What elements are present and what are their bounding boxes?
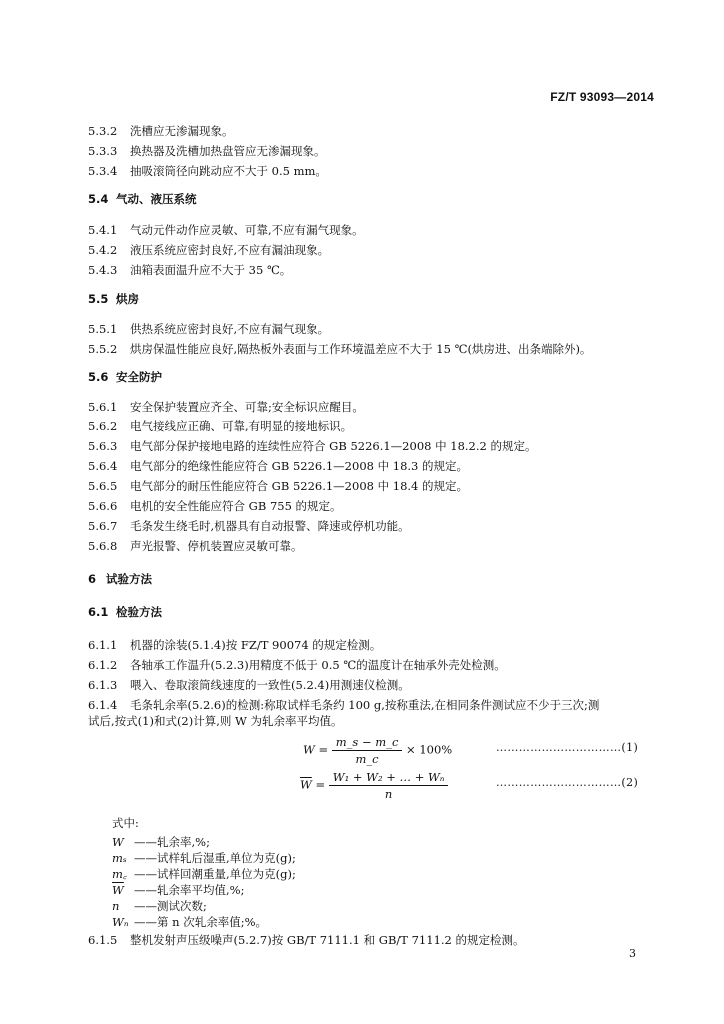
formula-2-lhs: $\overline{W}$ [300, 777, 312, 792]
item-number: 5.6 [88, 370, 109, 384]
item-5-4-2 [88, 242, 329, 258]
item-number: 5.6.3 [88, 439, 118, 453]
item-number: 5.4 [88, 192, 109, 206]
item-text: 电气部分的耐压性能应符合 GB 5226.1—2008 中 18.4 的规定。 [130, 479, 469, 493]
item-5-6-6 [88, 498, 342, 514]
formula-1-tail: × 100% [406, 742, 453, 757]
definition-6 [112, 914, 267, 930]
definition-symbol: $\overline{W}$ [112, 883, 124, 897]
item-number: 6 [88, 572, 97, 586]
item-number: 5.6.4 [88, 459, 118, 473]
item-number: 5.3.2 [88, 124, 118, 138]
item-text: 气动元件动作应灵敏、可靠,不应有漏气现象。 [130, 223, 364, 237]
item-text: 各轴承工作温升(5.2.3)用精度不低于 0.5 ℃的温度计在轴承外壳处检测。 [130, 658, 506, 672]
definition-3 [112, 866, 296, 882]
item-5-6-8 [88, 538, 303, 554]
item-5-5-1 [88, 321, 329, 337]
item-5-3-3 [88, 143, 326, 159]
formula-2-tag: ……………………………(2) [496, 776, 639, 789]
definition-1 [112, 834, 210, 850]
item-6-1-1 [88, 637, 381, 653]
item-number: 6.1.5 [88, 933, 118, 947]
item-number: 5.5 [88, 292, 109, 306]
item-number: 5.4.2 [88, 243, 118, 257]
definition-4 [112, 882, 244, 898]
item-5-3-2 [88, 123, 234, 139]
item-5-5 [88, 291, 139, 307]
page-number: 3 [629, 947, 636, 960]
formula-1-lhs: W [303, 742, 315, 757]
item-text: 毛条发生绕毛时,机器具有自动报警、降速或停机功能。 [130, 519, 410, 533]
item-text: 整机发射声压级噪声(5.2.7)按 GB/T 7111.1 和 GB/T 7111.2 的规定检测。 [130, 933, 525, 947]
item-6-1-2 [88, 657, 506, 673]
definition-2 [112, 850, 296, 866]
item-text: 换热器及洗槽加热盘管应无渗漏现象。 [130, 144, 326, 158]
item-number: 5.5.2 [88, 342, 118, 356]
item-text: 液压系统应密封良好,不应有漏油现象。 [130, 243, 330, 257]
item-text: 油箱表面温升应不大于 35 ℃。 [130, 263, 292, 277]
item-number: 5.4.3 [88, 263, 118, 277]
definition-5 [112, 898, 207, 914]
item-number: 5.3.4 [88, 164, 118, 178]
item-5-6-1 [88, 399, 364, 415]
item-number: 5.6.6 [88, 499, 118, 513]
formula-1-tag: ……………………………(1) [496, 741, 639, 754]
item-number: 5.3.3 [88, 144, 118, 158]
item-5-6-3 [88, 438, 537, 454]
item-number: 5.6.8 [88, 539, 118, 553]
item-text: 检验方法 [116, 605, 162, 619]
item-text: 声光报警、停机装置应灵敏可靠。 [130, 539, 303, 553]
item-text: 机器的涂装(5.1.4)按 FZ/T 90074 的规定检测。 [130, 638, 382, 652]
item-number: 6.1 [88, 605, 109, 619]
formula-1-denominator: m_c [355, 752, 379, 766]
item-number: 6.1.1 [88, 638, 118, 652]
item-text: 安全防护 [116, 370, 162, 384]
definition-symbol: m꜀ [112, 867, 127, 881]
item-number: 5.6.1 [88, 400, 118, 414]
item-text: 气动、液压系统 [116, 192, 197, 206]
standard-number: FZ/T 93093—2014 [550, 90, 654, 104]
definition-text: ——轧余率,%; [134, 835, 210, 849]
item-number: 5.6.5 [88, 479, 118, 493]
item-5-4 [88, 191, 197, 207]
item-6 [88, 571, 152, 587]
item-text: 安全保护装置应齐全、可靠;安全标识应醒目。 [130, 400, 364, 414]
formula-2: $\overline{W}$ = $\frac{\text{W₁ + W₂ + … + Wₙ}}{n}$ [300, 770, 448, 801]
item-5-6-7 [88, 518, 410, 534]
formula-1-numerator: m_s − m_c [332, 735, 403, 751]
item-text: 喂入、卷取滚筒线速度的一致性(5.2.4)用测速仪检测。 [130, 678, 410, 692]
item-text: 电气接线应正确、可靠,有明显的接地标识。 [130, 419, 353, 433]
item-number: 5.6.2 [88, 419, 118, 433]
item-text: 毛条轧余率(5.2.6)的检测:称取试样毛条约 100 g,按称重法,在相同条件测试应不少于三次;测 [130, 698, 600, 712]
item-5-6-2 [88, 418, 352, 434]
item-text: 电气部分保护接地电路的连续性应符合 GB 5226.1—2008 中 18.2.2 的规定。 [130, 439, 537, 453]
item-text: 烘房 [116, 292, 139, 306]
item-text: 烘房保温性能应良好,隔热板外表面与工作环境温差应不大于 15 ℃(烘房进、出条端除外)。 [130, 342, 592, 356]
item-5-4-1 [88, 222, 364, 238]
item-text: 试验方法 [106, 572, 152, 586]
formula-1: W = $\frac{m\_s - m\_c}{m\_c}$ × 100% [303, 735, 453, 766]
definition-text: ——第 n 次轧余率值;%。 [134, 915, 268, 929]
formula-2-denominator: n [384, 787, 393, 801]
definition-text: ——试样回潮重量,单位为克(g); [134, 867, 296, 881]
item-number: 6.1.3 [88, 678, 118, 692]
definition-symbol: n [112, 899, 120, 913]
item-6-1-4 [88, 697, 599, 713]
item-number: 6.1.4 [88, 698, 118, 712]
definition-symbol: W [112, 835, 124, 849]
definition-symbol: Wₙ [112, 915, 129, 929]
item-number: 5.6.7 [88, 519, 118, 533]
item-6-1 [88, 604, 162, 620]
item-text: 供热系统应密封良好,不应有漏气现象。 [130, 322, 330, 336]
item-number: 5.4.1 [88, 223, 118, 237]
item-5-6-4 [88, 458, 468, 474]
item-number: 6.1.2 [88, 658, 118, 672]
item-5-6-5 [88, 478, 468, 494]
definition-text: ——测试次数; [134, 899, 207, 913]
where-label: 式中: [112, 816, 139, 830]
item-text: 电气部分的绝缘性能应符合 GB 5226.1—2008 中 18.3 的规定。 [130, 459, 469, 473]
item-6-1-5 [88, 932, 525, 948]
item-5-3-4 [88, 163, 327, 179]
item-text: 电机的安全性能应符合 GB 755 的规定。 [130, 499, 342, 513]
definition-text: ——试样轧后湿重,单位为克(g); [134, 851, 296, 865]
item-5-5-2 [88, 341, 591, 357]
item-number: 5.5.1 [88, 322, 118, 336]
item-5-4-3 [88, 262, 291, 278]
item-6-1-3 [88, 677, 410, 693]
definition-text: ——轧余率平均值,%; [134, 883, 245, 897]
item-text: 洗槽应无渗漏现象。 [130, 124, 234, 138]
item-text: 抽吸滚筒径向跳动应不大于 0.5 mm。 [130, 164, 327, 178]
continuation-line: 试后,按式(1)和式(2)计算,则 W 为轧余率平均值。 [88, 714, 343, 728]
item-5-6 [88, 369, 162, 385]
definition-symbol: mₛ [112, 851, 127, 865]
formula-2-numerator: W₁ + W₂ + … + Wₙ [329, 770, 449, 786]
